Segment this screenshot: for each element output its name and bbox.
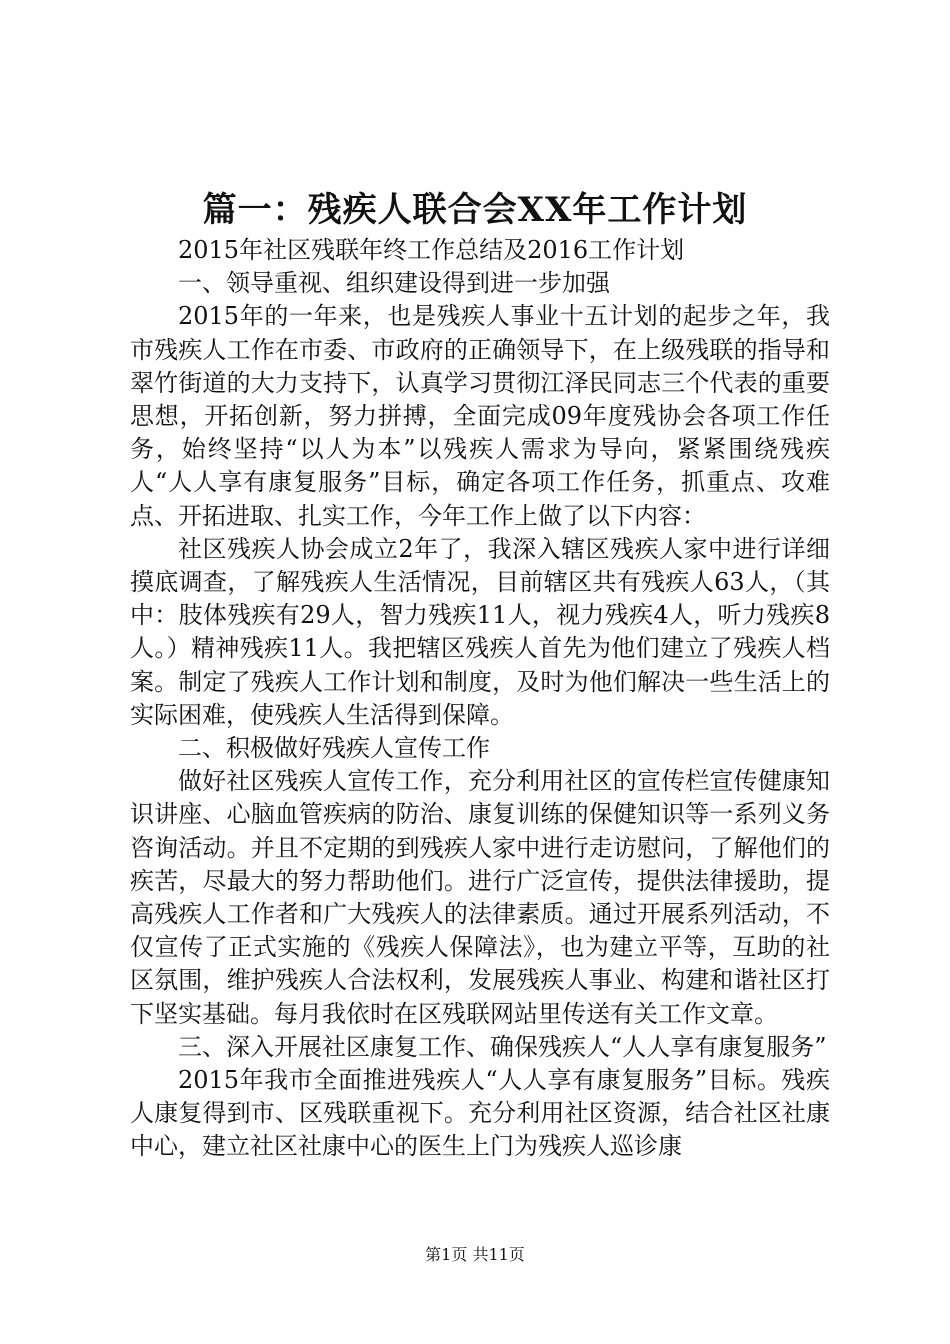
document-title: 篇一：残疾人联合会XX年工作计划 [202, 190, 748, 230]
section-heading-3: 三、深入开展社区康复工作、确保残疾人“人人享有康复服务” [178, 1032, 827, 1061]
page-number-footer: 第1页 共11页 [425, 1245, 525, 1264]
paragraph: 2015年的一年来，也是残疾人事业十五计划的起步之年，我市残疾人工作在市委、市政府的正确领导下，在上级残联的指导和翠竹街道的大力支持下，认真学习贯彻江泽民同志三个代表的重要思想，开拓创新，努力拼搏，全面完成09年度残协会各项工作任务，始终坚持“以人为本”以残疾人需求为导向，紧紧围绕残疾人“人人享有康复服务”目标，确定各项工作任务，抓重点、攻难点、开拓进取、扎实工作，今年工作上做了以下内容： [130, 302, 830, 530]
document-body [130, 234, 830, 1164]
paragraph-subtitle: 2015年社区残联年终工作总结及2016工作计划 [178, 236, 685, 264]
paragraph: 2015年我市全面推进残疾人“人人享有康复服务”目标。残疾人康复得到市、区残联重视下。充分利用社区资源，结合社区社康中心，建立社区社康中心的医生上门为残疾人巡诊康 [130, 1066, 830, 1161]
paragraph: 做好社区残疾人宣传工作，充分利用社区的宣传栏宣传健康知识讲座、心脑血管疾病的防治、康复训练的保健知识等一系列义务咨询活动。并且不定期的到残疾人家中进行走访慰问，了解他们的疾苦，尽最大的努力帮助他们。进行广泛宣传，提供法律援助，提高残疾人工作者和广大残疾人的法律素质。通过开展系列活动，不仅宣传了正式实施的《残疾人保障法》，也为建立平等，互助的社区氛围，维护残疾人合法权利，发展残疾人事业、构建和谐社区打下坚实基础。每月我依时在区残联网站里传送有关工作文章。 [130, 767, 830, 1028]
section-heading-1: 一、领导重视、组织建设得到进一步加强 [178, 269, 610, 298]
paragraph: 社区残疾人协会成立2年了，我深入辖区残疾人家中进行详细摸底调查，了解残疾人生活情况，目前辖区共有残疾人63人，（其中：肢体残疾有29人，智力残疾11人，视力残疾4人，听力残疾8人。）精神残疾11人。我把辖区残疾人首先为他们建立了残疾人档案。制定了残疾人工作计划和制度，及时为他们解决一些生活上的实际困难，使残疾人生活得到保障。 [130, 534, 830, 729]
section-heading-2: 二、积极做好残疾人宣传工作 [178, 734, 490, 763]
